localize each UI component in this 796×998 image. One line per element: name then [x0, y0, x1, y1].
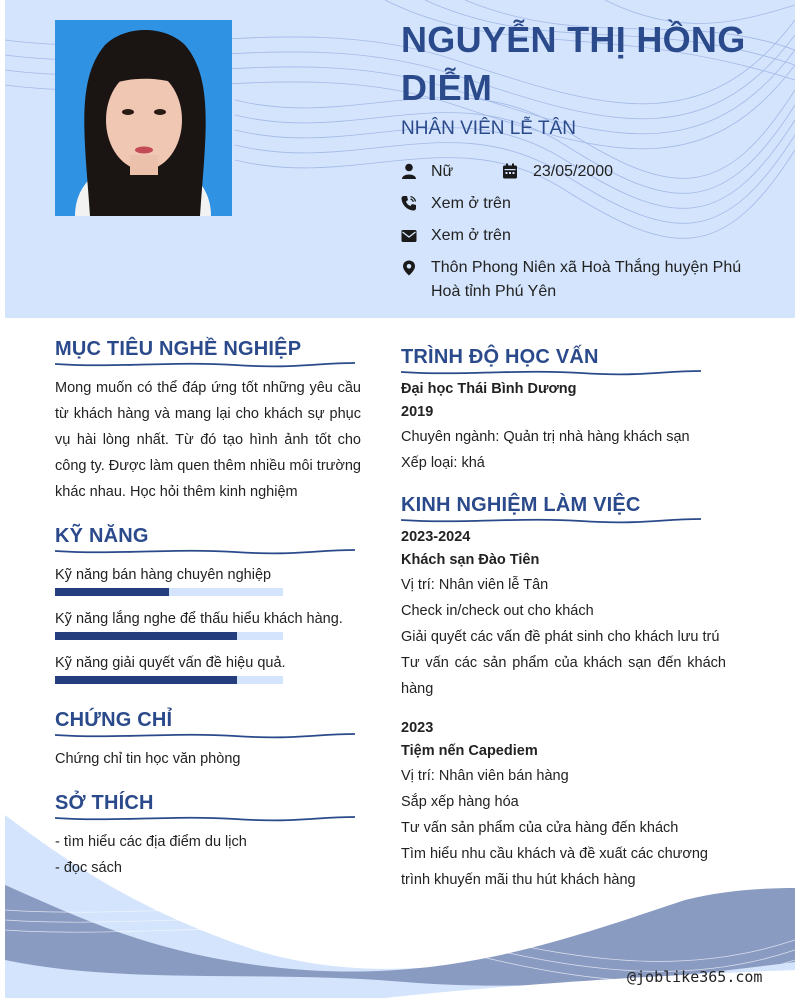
- job-period: 2023-2024: [401, 529, 471, 545]
- hobby-item: - tìm hiểu các địa điểm du lịch: [55, 834, 247, 850]
- job-company: Tiệm nến Capediem: [401, 743, 538, 759]
- profile-photo: [55, 20, 232, 216]
- cv-page: [5, 0, 795, 998]
- education-title: TRÌNH ĐỘ HỌC VẤN: [401, 346, 599, 368]
- phone-icon: [401, 195, 417, 211]
- calendar-icon: [502, 163, 518, 179]
- job-line: Sắp xếp hàng hóa: [401, 794, 519, 810]
- job-period: 2023: [401, 720, 434, 736]
- title-underline: [401, 516, 701, 524]
- gender-value: Nữ: [431, 163, 454, 180]
- job-line: Vị trí: Nhân viên bán hàng: [401, 768, 569, 784]
- education-major: Chuyên ngành: Quản trị nhà hàng khách sạn: [401, 429, 690, 445]
- skill-label: Kỹ năng giải quyết vấn đề hiệu quả.: [55, 655, 286, 671]
- skill-bar: [55, 632, 283, 640]
- skill-label: Kỹ năng bán hàng chuyên nghiệp: [55, 567, 272, 583]
- title-underline: [401, 368, 701, 376]
- hobby-item: - đọc sách: [55, 860, 122, 876]
- certificate-item: Chứng chỉ tin học văn phòng: [55, 751, 241, 767]
- objective-text: Mong muốn có thể đáp ứng tốt những yêu cầu từ khách hàng và mang lại cho khách sự phục vụ hài lòng nhất. Từ đó tạo hình ảnh tốt cho công ty. Được làm quen thêm nhiều môi trường khác nhau. Học hỏi thêm kinh nghiệm: [55, 380, 361, 500]
- job-line: Check in/check out cho khách: [401, 603, 594, 619]
- job-line: Tìm hiểu nhu cầu khách và đề xuất các chương trình khuyến mãi thu hút khách hàng: [401, 846, 708, 888]
- email-value: Xem ở trên: [431, 227, 511, 244]
- email-icon: [401, 228, 417, 244]
- skill-bar: [55, 676, 283, 684]
- certificates-title: CHỨNG CHỈ: [55, 709, 173, 731]
- title-underline: [55, 814, 355, 822]
- job-line: Vị trí: Nhân viên lễ Tân: [401, 577, 549, 593]
- title-underline: [55, 731, 355, 739]
- job-line: Tư vấn sản phẩm của cửa hàng đến khách: [401, 820, 679, 836]
- candidate-name: NGUYỄN THỊ HỒNG DIỄM: [401, 19, 746, 108]
- person-icon: [401, 163, 417, 179]
- skill-label: Kỹ năng lắng nghe để thấu hiểu khách hàng.: [55, 611, 343, 627]
- footer-website: @joblike365.com: [627, 968, 763, 986]
- address-value: Thôn Phong Niên xã Hoà Thắng huyện Phú Hoà tỉnh Phú Yên: [431, 259, 742, 300]
- education-grade: Xếp loại: khá: [401, 455, 485, 471]
- skill-bar-fill: [55, 588, 169, 596]
- experience-title: KINH NGHIỆM LÀM VIỆC: [401, 494, 641, 516]
- title-underline: [55, 360, 355, 368]
- hobbies-title: SỞ THÍCH: [55, 792, 154, 814]
- skills-title: KỸ NĂNG: [55, 525, 149, 547]
- job-line: Giải quyết các vấn đề phát sinh cho khách lưu trú: [401, 629, 720, 645]
- job-company: Khách sạn Đào Tiên: [401, 552, 540, 568]
- job-line: Tư vấn các sản phẩm của khách sạn đến khách hàng: [401, 655, 726, 697]
- title-underline: [55, 547, 355, 555]
- location-pin-icon: [401, 260, 417, 276]
- skill-bar-fill: [55, 676, 237, 684]
- job-title: NHÂN VIÊN LỄ TÂN: [401, 118, 576, 139]
- phone-value: Xem ở trên: [431, 195, 511, 212]
- objective-title: MỤC TIÊU NGHỀ NGHIỆP: [55, 338, 302, 360]
- education-school: Đại học Thái Bình Dương: [401, 381, 577, 397]
- skill-bar: [55, 588, 283, 596]
- birthdate-value: 23/05/2000: [533, 163, 614, 180]
- education-year: 2019: [401, 404, 434, 420]
- skill-bar-fill: [55, 632, 237, 640]
